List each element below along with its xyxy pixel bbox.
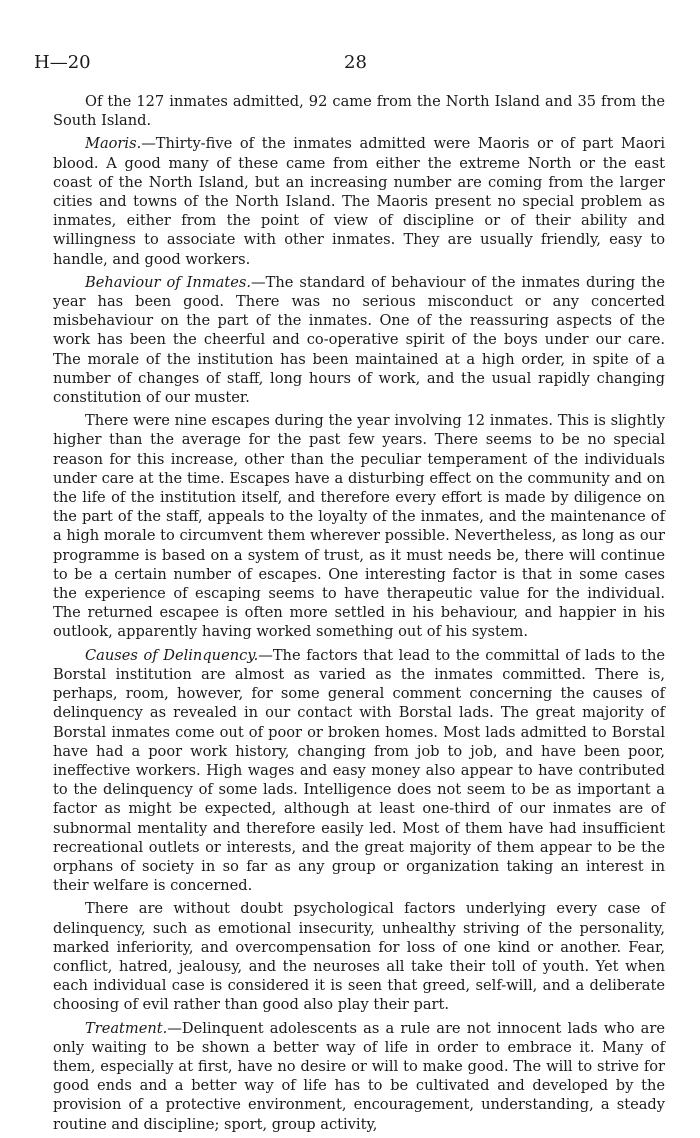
paragraph-text: Of the 127 inmates admitted, 92 came from the North Island and 35 from the South Island. (53, 93, 665, 130)
paragraph-text: There were nine escapes during the year involving 12 inmates. This is slightly higher than the average for the past few years. There seems to be no special reason for this increase, other than the peculiar temperament of the individuals under care at the time. Escapes have a disturbing effect on the community and on the life of the institution itself, and therefore every effort is made by diligence on the part of the staff, appeals to the loyalty of the inmates, and the maintenance of a high morale to circumvent them wherever possible. Nevertheless, as long as our programme is based on a system of trust, as it must needs be, there will continue to be a certain number of escapes. One interesting factor is that in some cases the experience of escaping seems to have therapeutic value for the individual. The returned escapee is often more settled in his behaviour, and happier in his outlook, apparently having worked something out of his system. (53, 412, 665, 641)
paragraph (53, 1019, 665, 1134)
paragraph (53, 899, 665, 1014)
paragraph-text: —Thirty-five of the inmates admitted were Maoris or of part Maori blood. A good many of these came from either the extreme North or the east coast of the North Island, but an increasing number are coming from the larger cities and towns of the North Island. The Maoris present no special problem as inmates, either from the point of view of discipline or of their ability and willingness to associate with other inmates. They are usually friendly, easy to handle, and good workers. (53, 135, 665, 268)
paragraph-text: —The factors that lead to the committal of lads to the Borstal institution are almost as varied as the inmates committed. There is, perhaps, room, however, for some general comment concerning the causes of delinquency as revealed in our contact with Borstal lads. The great majority of Borstal inmates come out of poor or broken homes. Most lads admitted to Borstal have had a poor work history, changing from job to job, and have been poor, ineffective workers. High wages and easy money also appear to have contributed to the delinquency of some lads. Intelligence does not seem to be as important a factor as might be expected, although at least one-third of our inmates are of subnormal mentality and therefore easily led. Most of them have had insufficient recreational outlets or interests, and the great majority of them appear to be the orphans of society in so far as any group or organization taking an interest in their welfare is concerned. (53, 646, 666, 895)
body-text (53, 92, 665, 1138)
section-heading-behaviour: Behaviour of Inmates. (85, 273, 251, 291)
section-heading-treatment: Treatment. (85, 1019, 168, 1037)
page-header (34, 52, 666, 74)
paragraph-text: —Delinquent adolescents as a rule are not innocent lads who are only waiting to be shown a better way of life in order to embrace it. Many of them, especially at first, have no desire or will to make good. The will to strive for good ends and a better way of life has to be cultivated and developed by the provision of a protective environment, encouragement, understanding, a steady routine and discipline; sport, group activity, (53, 1019, 665, 1133)
paragraph (53, 273, 665, 407)
section-heading-maoris: Maoris. (85, 135, 142, 153)
paragraph (53, 411, 665, 641)
paragraph (53, 134, 665, 268)
report-reference: H—20 (34, 52, 91, 73)
section-heading-causes: Causes of Delinquency. (85, 646, 259, 664)
paragraph (53, 646, 665, 896)
paragraph (53, 92, 665, 130)
paragraph-text: —The standard of behaviour of the inmates during the year has been good. There was no serious misconduct or any concerted misbehaviour on the part of the inmates. One of the reassuring aspects of the work has been the cheerful and co-operative spirit of the boys under our care. The morale of the institution has been maintained at a high order, in spite of a number of changes of staff, long hours of work, and the usual rapidly changing constitution of our muster. (53, 273, 665, 407)
page-number: 28 (344, 52, 367, 73)
paragraph-text: There are without doubt psychological factors underlying every case of delinquency, such as emotional insecurity, unhealthy striving of the personality, marked inferiority, and overcompensation for loss of one kind or another. Fear, conflict, hatred, jealousy, and the neuroses all take their toll of youth. Yet when each individual case is considered it is seen that greed, self-will, and a deliberate choosing of evil rather than good also play their part. (53, 900, 665, 1014)
